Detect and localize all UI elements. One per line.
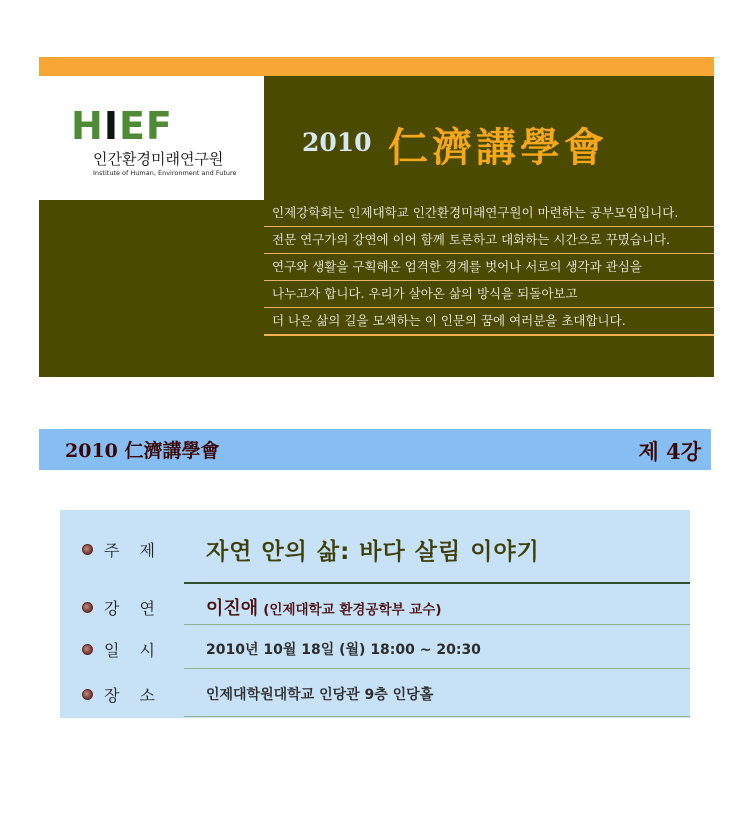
- lecture-title-bar: [39, 429, 711, 470]
- intro-text: [264, 200, 714, 336]
- speaker-affiliation: (인제대학교 환경공학부 교수): [263, 602, 442, 618]
- header-banner: [39, 76, 714, 377]
- divider: [184, 624, 690, 625]
- logo-area: [39, 76, 264, 200]
- date-value: 2010년 10월 18일 (월) 18:00 ~ 20:30: [206, 642, 481, 658]
- place-label: 장소: [104, 686, 175, 705]
- title-hanja: 仁濟講學會: [388, 124, 608, 171]
- bullet-icon: [82, 602, 93, 613]
- logo-letter-i: I: [103, 104, 119, 148]
- institute-name: 인간환경미래연구원: [93, 150, 224, 168]
- lecture-info-box: [60, 510, 690, 718]
- intro-line: 나누고자 합니다. 우리가 살아온 삶의 방식을 되돌아보고: [264, 281, 714, 308]
- divider: [184, 716, 690, 717]
- top-accent-bar: [39, 57, 714, 76]
- place-value: 인제대학원대학교 인당관 9층 인당홀: [206, 687, 434, 703]
- divider: [184, 582, 690, 584]
- bullet-icon: [82, 644, 93, 655]
- lecture-number: 제 4강: [638, 439, 701, 464]
- bullet-icon: [82, 689, 93, 700]
- subject-label: 주제: [104, 541, 175, 560]
- intro-line: 전문 연구가의 강연에 이어 함께 토론하고 대화하는 시간으로 꾸몄습니다.: [264, 227, 714, 254]
- logo-letter-h: H: [71, 104, 104, 148]
- intro-line: 더 나은 삶의 길을 모색하는 이 인문의 꿈에 여러분을 초대합니다.: [264, 308, 714, 336]
- logo-letters-ef: EF: [118, 104, 173, 148]
- lecture-series-title: 2010 仁濟講學會: [65, 440, 220, 462]
- subject-value: 자연 안의 삶: 바다 살림 이야기: [206, 539, 540, 565]
- speaker-value: [206, 594, 442, 620]
- institute-subtitle: Institute of Human, Environment and Future: [93, 169, 237, 177]
- speaker-name: 이진애: [206, 598, 259, 619]
- intro-line: 연구와 생활을 구획해온 엄격한 경계를 벗어나 서로의 생각과 관심을: [264, 254, 714, 281]
- banner-title: [264, 76, 714, 200]
- speaker-label: 강연: [104, 599, 175, 618]
- divider: [184, 668, 690, 669]
- date-label: 일시: [104, 641, 175, 660]
- hief-logo: [71, 106, 173, 146]
- title-year: 2010: [302, 128, 372, 157]
- intro-line: 인제강학회는 인제대학교 인간환경미래연구원이 마련하는 공부모임입니다.: [264, 200, 714, 227]
- bullet-icon: [82, 544, 93, 555]
